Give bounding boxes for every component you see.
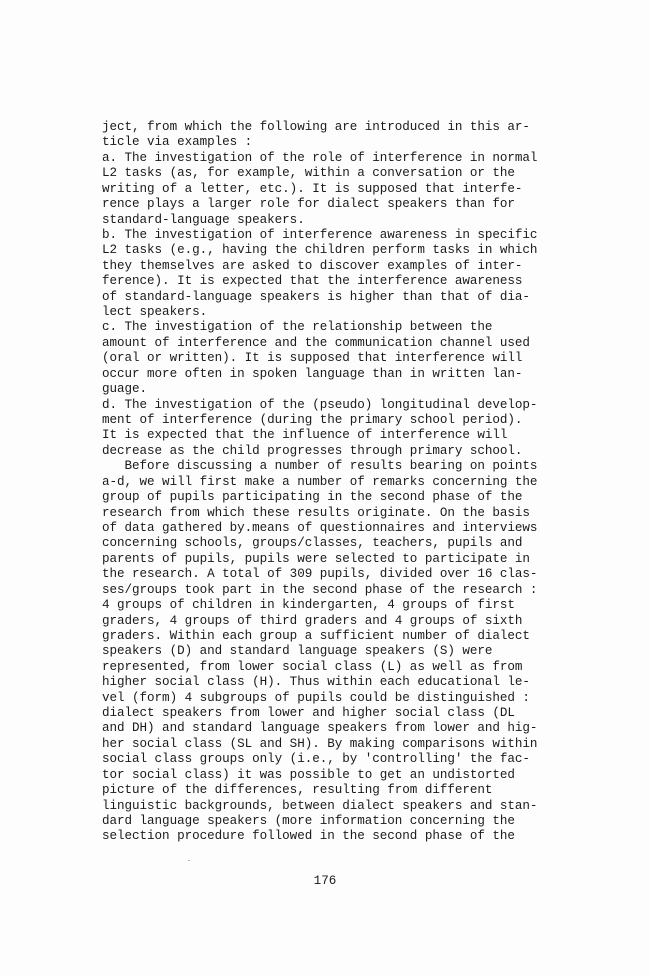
text-line: they themselves are asked to discover examples of inter- bbox=[102, 258, 523, 273]
text-line: amount of interference and the communication channel used bbox=[102, 335, 530, 350]
text-line: a. The investigation of the role of interference in normal bbox=[102, 150, 538, 165]
text-line: research from which these results originate. On the basis bbox=[102, 505, 530, 520]
text-line: d. The investigation of the (pseudo) longitudinal develop- bbox=[102, 397, 538, 412]
text-line: graders. Within each group a sufficient number of dialect bbox=[102, 628, 530, 643]
text-line: Before discussing a number of results bearing on points bbox=[102, 459, 538, 474]
text-line: (oral or written). It is supposed that interference will bbox=[102, 351, 523, 366]
text-line: dialect speakers from lower and higher social class (DL bbox=[102, 706, 515, 721]
text-line: selection procedure followed in the second phase of the bbox=[102, 829, 515, 844]
text-line: ticle via examples : bbox=[102, 135, 253, 150]
text-line: ference). It is expected that the interference awareness bbox=[102, 274, 523, 289]
text-line: speakers (D) and standard language speakers (S) were bbox=[102, 644, 493, 659]
text-line: 4 groups of children in kindergarten, 4 groups of first bbox=[102, 598, 515, 613]
text-line: c. The investigation of the relationship between the bbox=[102, 320, 493, 335]
text-line: rence plays a larger role for dialect speakers than for bbox=[102, 197, 515, 212]
text-line: group of pupils participating in the second phase of the bbox=[102, 490, 523, 505]
text-line: linguistic backgrounds, between dialect speakers and stan- bbox=[102, 798, 538, 813]
text-line: b. The investigation of interference awareness in specific bbox=[102, 227, 538, 242]
text-line: graders, 4 groups of third graders and 4 groups of sixth bbox=[102, 613, 523, 628]
text-line: L2 tasks (e.g., having the children perform tasks in which bbox=[102, 243, 538, 258]
text-line: and DH) and standard language speakers from lower and hig- bbox=[102, 721, 538, 736]
scan-speck bbox=[188, 860, 190, 861]
text-line: social class groups only (i.e., by 'controlling' the fac- bbox=[102, 752, 530, 767]
text-line: occur more often in spoken language than in written lan- bbox=[102, 366, 523, 381]
text-line: ses/groups took part in the second phase of the research : bbox=[102, 582, 538, 597]
text-line: represented, from lower social class (L) as well as from bbox=[102, 659, 523, 674]
text-line: L2 tasks (as, for example, within a conversation or the bbox=[102, 166, 515, 181]
body-text bbox=[102, 120, 562, 845]
text-line: decrease as the child progresses through primary school. bbox=[102, 443, 523, 458]
text-line: ject, from which the following are introduced in this ar- bbox=[102, 120, 530, 134]
text-line: of data gathered by.means of questionnaires and interviews bbox=[102, 520, 538, 535]
text-line: the research. A total of 309 pupils, divided over 16 clas- bbox=[102, 567, 538, 582]
text-line: writing of a letter, etc.). It is supposed that interfe- bbox=[102, 181, 523, 196]
text-line: higher social class (H). Thus within each educational le- bbox=[102, 675, 530, 690]
text-line: of standard-language speakers is higher than that of dia- bbox=[102, 289, 530, 304]
page-number: 176 bbox=[313, 874, 337, 888]
text-line: her social class (SL and SH). By making comparisons within bbox=[102, 736, 538, 751]
text-line: vel (form) 4 subgroups of pupils could be distinguished : bbox=[102, 690, 530, 705]
text-line: It is expected that the influence of interference will bbox=[102, 428, 508, 443]
text-line: lect speakers. bbox=[102, 305, 208, 320]
text-line: ment of interference (during the primary school period). bbox=[102, 413, 523, 428]
text-line: concerning schools, groups/classes, teachers, pupils and bbox=[102, 536, 523, 551]
text-line: guage. bbox=[102, 382, 148, 397]
text-line: standard-language speakers. bbox=[102, 212, 305, 227]
text-line: parents of pupils, pupils were selected to participate in bbox=[102, 551, 530, 566]
text-line: a-d, we will first make a number of remarks concerning the bbox=[102, 474, 538, 489]
text-line: tor social class) it was possible to get an undistorted bbox=[102, 767, 515, 782]
text-line: picture of the differences, resulting from different bbox=[102, 783, 493, 798]
text-line: dard language speakers (more information concerning the bbox=[102, 813, 515, 828]
